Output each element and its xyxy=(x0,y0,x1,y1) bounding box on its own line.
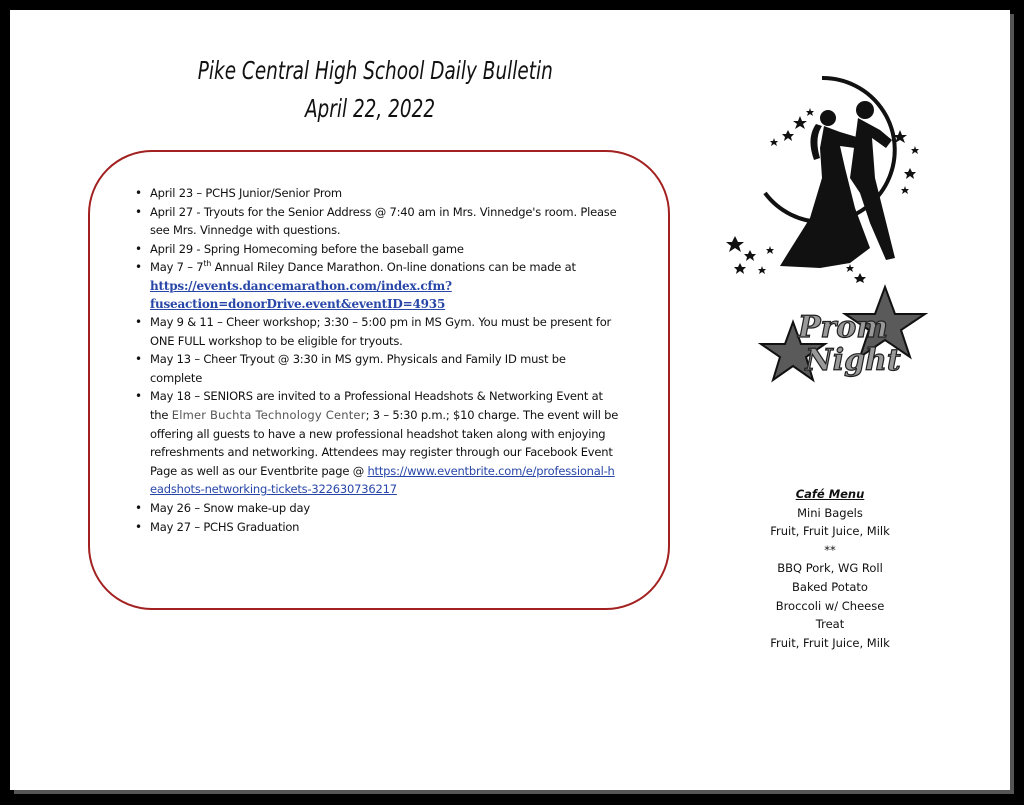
menu-item: ** xyxy=(824,542,836,557)
announcements-box xyxy=(88,150,670,610)
dance-marathon-link[interactable]: https://events.dancemarathon.com/index.cfm?fuseaction=donorDrive.event&eventID=4935 xyxy=(150,278,452,311)
cafe-menu-title: Café Menu xyxy=(795,487,865,501)
list-item: • May 9 & 11 – Cheer workshop; 3:30 – 5:00 pm in MS Gym. You must be present for ONE FULL workshop to be eligible for tryouts. xyxy=(150,313,620,350)
prom-text: Prom xyxy=(797,310,889,345)
eventbrite-link[interactable]: https://www.eventbrite.com/e/professional-headshots-networking-tickets-322630736217 xyxy=(150,463,615,497)
dancing-couple-icon xyxy=(710,68,930,283)
menu-item: Treat xyxy=(815,617,845,632)
list-item: • April 23 – PCHS Junior/Senior Prom xyxy=(150,184,620,203)
list-item: • May 7 – 7th Annual Riley Dance Marathon. On-line donations can be made at https://events.dancemarathon.com/index.cfm?fuseaction=donorDrive.event&eventID=4935 xyxy=(150,258,620,313)
list-item: • May 13 – Cheer Tryout @ 3:30 in MS gym. Physicals and Family ID must be complete xyxy=(150,350,620,387)
list-item: • May 27 – PCHS Graduation xyxy=(150,518,620,537)
menu-item: BBQ Pork, WG Roll xyxy=(777,561,883,576)
prom-night-graphic xyxy=(755,282,935,392)
menu-item: Broccoli w/ Cheese xyxy=(775,598,885,613)
bulletin-date: April 22, 2022 xyxy=(304,94,436,123)
list-item: • May 26 – Snow make-up day xyxy=(150,499,620,518)
cafe-menu xyxy=(745,485,915,652)
menu-item: Fruit, Fruit Juice, Milk xyxy=(770,635,890,650)
menu-item: Mini Bagels xyxy=(797,505,863,520)
bulletin-title: Pike Central High School Daily Bulletin xyxy=(197,56,553,85)
announcements-list xyxy=(150,184,620,536)
night-text: Night xyxy=(805,343,901,378)
list-item: • May 18 – SENIORS are invited to a Professional Headshots & Networking Event at the Elmer Buchta Technology Center; 3 – 5:30 p.m.; $10 charge. The event will be offering all guests to have a new professional headshot taken along with enjoying refreshments and networking. Attendees may register through our Facebook Event Page as well as our Eventbrite page @ https://www.eventbrite.com/e/professional-headshots-networking-tickets-322630736217 xyxy=(150,387,620,499)
bulletin-header xyxy=(197,52,553,128)
venue-name: Elmer Buchta Technology Center xyxy=(171,407,366,422)
bulletin-page xyxy=(10,10,1010,790)
list-item: • April 29 - Spring Homecoming before the baseball game xyxy=(150,240,620,259)
menu-item: Fruit, Fruit Juice, Milk xyxy=(770,524,890,539)
menu-item: Baked Potato xyxy=(792,579,868,594)
list-item: • April 27 - Tryouts for the Senior Address @ 7:40 am in Mrs. Vinnedge's room. Please see Mrs. Vinnedge with questions. xyxy=(150,203,620,240)
